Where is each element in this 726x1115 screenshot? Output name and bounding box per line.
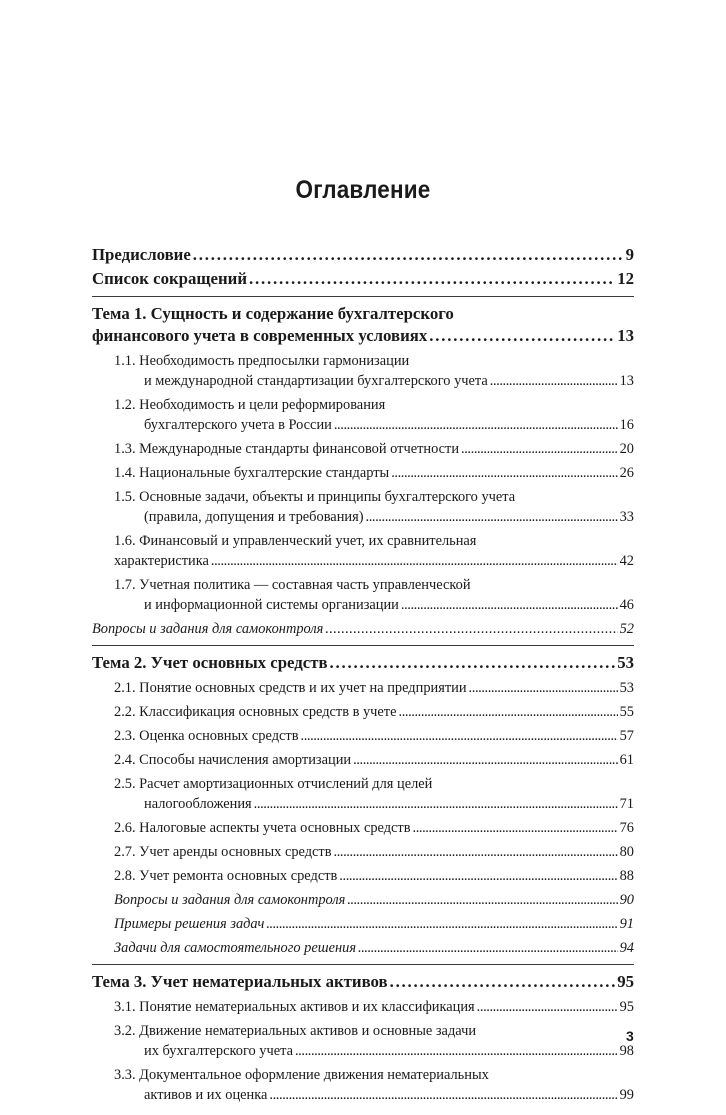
entry-label-line1: 2.5. Расчет амортизационных отчислений для целей <box>114 776 433 792</box>
toc-topic-2-examples[interactable] <box>92 914 634 934</box>
entry-label: Задачи для самостоятельного решения <box>114 940 357 956</box>
entry-label: Тема 2. Учет основных средств <box>92 653 328 672</box>
dot-leader <box>390 971 616 993</box>
entry-page: 20 <box>619 441 634 457</box>
entry-label: 2.6. Налоговые аспекты учета основных средств <box>114 820 411 836</box>
entry-page: 61 <box>619 752 634 768</box>
entry-page: 52 <box>619 621 634 637</box>
table-of-contents <box>92 244 634 1105</box>
entry-page: 71 <box>619 796 634 812</box>
entry-label-line2: налогообложения <box>144 796 252 812</box>
entry-page: 88 <box>619 868 634 884</box>
toc-item-2-4[interactable] <box>92 750 634 770</box>
toc-topic-2-questions[interactable] <box>92 890 634 910</box>
dot-leader <box>490 371 618 391</box>
entry-page: 90 <box>619 892 634 908</box>
toc-item-2-2[interactable] <box>92 702 634 722</box>
entry-label-line2: финансового учета в современных условиях <box>92 326 428 345</box>
entry-label: 2.1. Понятие основных средств и их учет на предприятии <box>114 680 467 696</box>
entry-page: 13 <box>619 373 634 389</box>
entry-page: 95 <box>617 972 634 991</box>
entry-page: 42 <box>619 553 634 569</box>
toc-topic-1-questions[interactable] <box>92 619 634 639</box>
dot-leader <box>429 325 615 347</box>
entry-label: Тема 3. Учет нематериальных активов <box>92 972 388 991</box>
entry-page: 57 <box>619 728 634 744</box>
entry-label: 2.3. Оценка основных средств <box>114 728 299 744</box>
toc-item-2-8[interactable] <box>92 866 634 886</box>
toc-item-1-4[interactable] <box>92 463 634 483</box>
entry-page: 55 <box>619 704 634 720</box>
dot-leader <box>358 938 618 958</box>
entry-label-line1: 3.3. Документальное оформление движения нематериальных <box>114 1067 489 1083</box>
dot-leader <box>339 866 617 886</box>
dot-leader <box>193 244 624 266</box>
entry-page: 33 <box>619 509 634 525</box>
entry-page: 91 <box>619 916 634 932</box>
entry-label: 2.8. Учет ремонта основных средств <box>114 868 338 884</box>
entry-label: 2.2. Классификация основных средств в учете <box>114 704 397 720</box>
entry-label-line2: активов и их оценка <box>144 1087 268 1103</box>
dot-leader <box>295 1041 618 1061</box>
entry-label-line2: и информационной системы организации <box>144 597 399 613</box>
dot-leader <box>347 890 617 910</box>
dot-leader <box>325 619 617 639</box>
entry-label-line2: (правила, допущения и требования) <box>144 509 364 525</box>
page-title: Оглавление <box>295 176 431 204</box>
dot-leader <box>334 415 618 435</box>
entry-label-line2: и международной стандартизации бухгалтерского учета <box>144 373 488 389</box>
entry-label: Предисловие <box>92 245 191 264</box>
dot-leader <box>301 726 618 746</box>
dot-leader <box>413 818 618 838</box>
entry-page: 95 <box>619 999 634 1015</box>
entry-page: 26 <box>619 465 634 481</box>
toc-topic-1[interactable] <box>92 296 634 347</box>
dot-leader <box>249 268 615 290</box>
entry-label-line2: характеристика <box>114 553 209 569</box>
toc-item-1-5[interactable] <box>92 487 634 527</box>
entry-page: 76 <box>619 820 634 836</box>
dot-leader <box>366 507 618 527</box>
entry-label: 3.1. Понятие нематериальных активов и их классификация <box>114 999 475 1015</box>
page-number: 3 <box>626 1028 634 1044</box>
toc-topic-2[interactable] <box>92 645 634 674</box>
toc-abbreviations[interactable] <box>92 268 634 290</box>
entry-page: 80 <box>619 844 634 860</box>
toc-item-1-3[interactable] <box>92 439 634 459</box>
toc-topic-3[interactable] <box>92 964 634 993</box>
entry-page: 98 <box>619 1043 634 1059</box>
dot-leader <box>461 439 618 459</box>
entry-page: 94 <box>619 940 634 956</box>
entry-page: 9 <box>625 245 634 264</box>
toc-item-2-6[interactable] <box>92 818 634 838</box>
dot-leader <box>353 750 618 770</box>
entry-label: Список сокращений <box>92 269 248 288</box>
entry-label: 1.3. Международные стандарты финансовой отчетности <box>114 441 460 457</box>
toc-item-3-1[interactable] <box>92 997 634 1017</box>
entry-label-line1: 1.5. Основные задачи, объекты и принципы бухгалтерского учета <box>114 489 516 505</box>
entry-label: Примеры решения задач <box>114 916 265 932</box>
toc-preface[interactable] <box>92 244 634 266</box>
dot-leader <box>391 463 617 483</box>
entry-label-line1: 3.2. Движение нематериальных активов и основные задачи <box>114 1023 477 1039</box>
entry-label: Вопросы и задания для самоконтроля <box>92 621 324 637</box>
dot-leader <box>334 842 618 862</box>
entry-page: 16 <box>619 417 634 433</box>
dot-leader <box>477 997 618 1017</box>
dot-leader <box>330 652 616 674</box>
toc-item-3-2[interactable] <box>92 1021 634 1061</box>
dot-leader <box>401 595 618 615</box>
entry-page: 13 <box>617 326 634 345</box>
entry-page: 53 <box>619 680 634 696</box>
toc-item-1-7[interactable] <box>92 575 634 615</box>
entry-page: 12 <box>617 269 634 288</box>
toc-item-1-1[interactable] <box>92 351 634 391</box>
dot-leader <box>269 1085 617 1105</box>
entry-label-line2: бухгалтерского учета в России <box>144 417 332 433</box>
entry-label-line1: 1.1. Необходимость предпосылки гармонизации <box>114 353 410 369</box>
toc-topic-2-tasks[interactable] <box>92 938 634 958</box>
entry-label-line1: Тема 1. Сущность и содержание бухгалтерского <box>92 304 454 323</box>
entry-label-line2: их бухгалтерского учета <box>144 1043 293 1059</box>
entry-label-line1: 1.6. Финансовый и управленческий учет, их сравнительная <box>114 533 477 549</box>
toc-item-1-2[interactable] <box>92 395 634 435</box>
dot-leader <box>266 914 617 934</box>
toc-item-2-7[interactable] <box>92 842 634 862</box>
entry-label: 2.7. Учет аренды основных средств <box>114 844 332 860</box>
toc-item-2-3[interactable] <box>92 726 634 746</box>
dot-leader <box>254 794 618 814</box>
entry-label: 1.4. Национальные бухгалтерские стандарты <box>114 465 390 481</box>
entry-label-line1: 1.7. Учетная политика — составная часть управленческой <box>114 577 471 593</box>
entry-label-line1: 1.2. Необходимость и цели реформирования <box>114 397 386 413</box>
toc-item-1-6[interactable] <box>92 531 634 571</box>
dot-leader <box>211 551 618 571</box>
toc-item-2-1[interactable] <box>92 678 634 698</box>
entry-page: 53 <box>617 653 634 672</box>
entry-label: Вопросы и задания для самоконтроля <box>114 892 346 908</box>
dot-leader <box>469 678 618 698</box>
dot-leader <box>399 702 618 722</box>
entry-page: 46 <box>619 597 634 613</box>
toc-item-3-3[interactable] <box>92 1065 634 1105</box>
toc-item-2-5[interactable] <box>92 774 634 814</box>
entry-label: 2.4. Способы начисления амортизации <box>114 752 352 768</box>
entry-page: 99 <box>619 1087 634 1103</box>
